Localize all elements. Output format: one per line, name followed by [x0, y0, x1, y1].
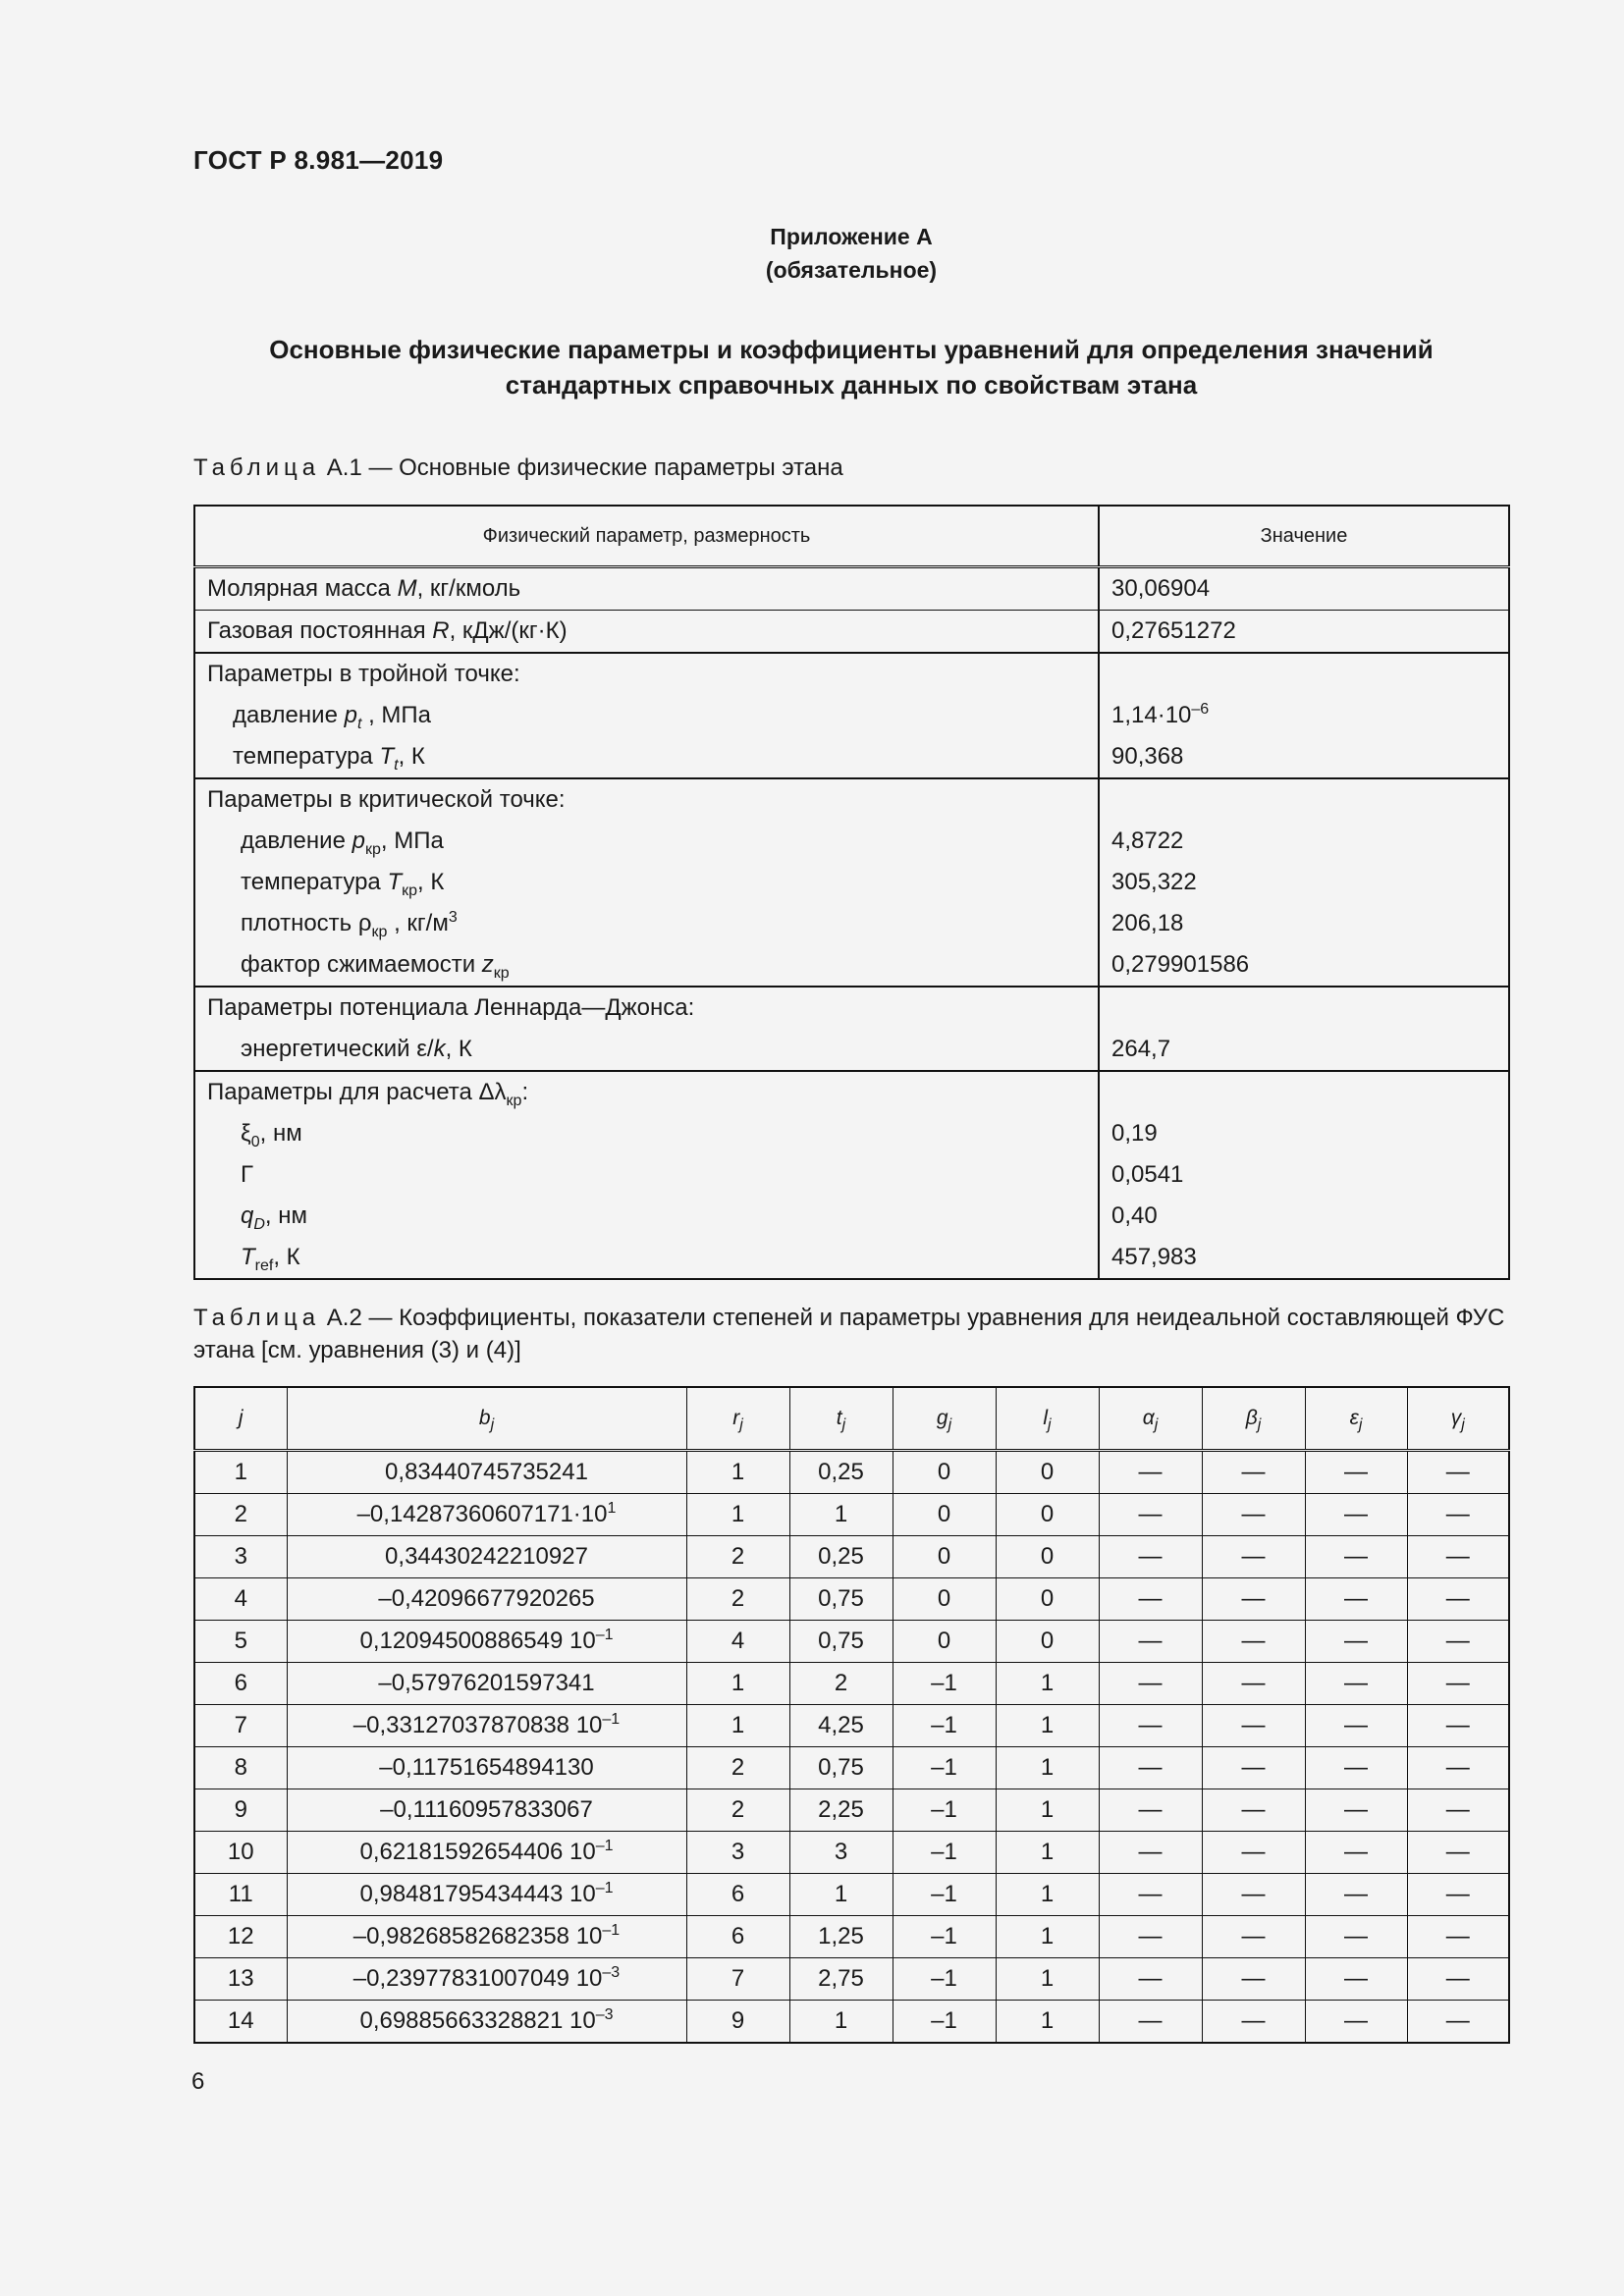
cell-l: 1 [996, 1789, 1099, 1832]
cell-l: 0 [996, 1578, 1099, 1621]
cell-g: 0 [893, 1621, 996, 1663]
row-dl-tref [194, 1237, 1509, 1279]
table1-header-row [194, 506, 1509, 567]
cell-t: 2,25 [789, 1789, 893, 1832]
row-dl-xi [194, 1113, 1509, 1154]
cell-gamma: — [1407, 1874, 1509, 1916]
cell-r: 6 [686, 1874, 789, 1916]
cell-l: 1 [996, 1874, 1099, 1916]
cell-l: 0 [996, 1451, 1099, 1494]
param-label: давление $p_t$ , МПа [194, 695, 1099, 736]
cell-g: –1 [893, 1789, 996, 1832]
cell-r: 1 [686, 1494, 789, 1536]
row-critical-pressure [194, 821, 1509, 862]
cell-gamma: — [1407, 1705, 1509, 1747]
cell-beta: — [1202, 1958, 1305, 2001]
cell-gamma: — [1407, 1789, 1509, 1832]
param-label: $T_{ref}$, К [194, 1237, 1099, 1279]
cell-g: 0 [893, 1494, 996, 1536]
cell-j: 5 [194, 1621, 287, 1663]
table-physical-parameters [193, 505, 1510, 1280]
group-header: Параметры потенциала Леннарда—Джонса: [194, 987, 1099, 1029]
cell-l: 1 [996, 1958, 1099, 2001]
table-row [194, 1621, 1509, 1663]
param-value: 0,0541 [1111, 1161, 1184, 1188]
standard-number: ГОСТ Р 8.981—2019 [193, 145, 444, 175]
table-row [194, 1916, 1509, 1958]
cell-r: 2 [686, 1536, 789, 1578]
cell-beta: — [1202, 1916, 1305, 1958]
cell-b: –0,33127037870838 $10^{-1}$ [287, 1705, 686, 1747]
param-label: плотность $\rho_{кр}$ , $кг/м^3$ [194, 903, 1099, 944]
cell-r: 6 [686, 1916, 789, 1958]
col-header-parameter: Физический параметр, размерность [194, 506, 1099, 567]
cell-eps: — [1305, 1874, 1407, 1916]
table-row [194, 1789, 1509, 1832]
cell-j: 9 [194, 1789, 287, 1832]
main-title-line-1: Основные физические параметры и коэффициенты уравнений для определения значений [269, 335, 1434, 364]
cell-j: 3 [194, 1536, 287, 1578]
cell-j: 12 [194, 1916, 287, 1958]
cell-alpha: — [1099, 2001, 1202, 2044]
row-triple-pressure [194, 695, 1509, 736]
cell-j: 7 [194, 1705, 287, 1747]
cell-t: 3 [789, 1832, 893, 1874]
cell-beta: — [1202, 2001, 1305, 2044]
row-critical-compressibility [194, 944, 1509, 987]
cell-gamma: — [1407, 1451, 1509, 1494]
cell-alpha: — [1099, 1621, 1202, 1663]
cell-b: –0,11160957833067 [287, 1789, 686, 1832]
cell-alpha: — [1099, 1958, 1202, 2001]
cell-gamma: — [1407, 1621, 1509, 1663]
row-critical-header [194, 778, 1509, 821]
table2-caption-label: Таблица [193, 1305, 321, 1331]
cell-r: 2 [686, 1747, 789, 1789]
main-title [193, 332, 1509, 402]
param-value: 264,7 [1099, 1029, 1509, 1071]
cell-gamma: — [1407, 1958, 1509, 2001]
row-triple-header [194, 653, 1509, 695]
param-label: $\xi_0$, нм [194, 1113, 1099, 1154]
param-label: энергетический ε/k, К [194, 1029, 1099, 1071]
col-header-value: Значение [1099, 506, 1509, 567]
param-value: $1,14\cdot 10^{-6}$ [1111, 701, 1210, 728]
table-row [194, 1451, 1509, 1494]
cell-eps: — [1305, 1916, 1407, 1958]
cell-j: 14 [194, 2001, 287, 2044]
cell-b: 0,98481795434443 $10^{-1}$ [287, 1874, 686, 1916]
cell-r: 4 [686, 1621, 789, 1663]
cell-eps: — [1305, 2001, 1407, 2044]
cell-j: 4 [194, 1578, 287, 1621]
cell-r: 1 [686, 1705, 789, 1747]
param-label: температура $T_{кр}$, К [194, 862, 1099, 903]
cell-beta: — [1202, 1874, 1305, 1916]
cell-beta: — [1202, 1705, 1305, 1747]
row-lj-header [194, 987, 1509, 1029]
param-value: 0,27651272 [1099, 611, 1509, 654]
cell-r: 3 [686, 1832, 789, 1874]
table-row [194, 1747, 1509, 1789]
table-row [194, 1536, 1509, 1578]
table-row [194, 1958, 1509, 2001]
cell-j: 2 [194, 1494, 287, 1536]
cell-eps: — [1305, 1451, 1407, 1494]
cell-j: 13 [194, 1958, 287, 2001]
cell-b: 0,12094500886549 $10^{-1}$ [287, 1621, 686, 1663]
param-label: Г [194, 1154, 1099, 1196]
cell-b: –0,11751654894130 [287, 1747, 686, 1789]
col-header-coef: $b_j$ [287, 1387, 686, 1451]
cell-alpha: — [1099, 1578, 1202, 1621]
table-equation-coefficients [193, 1386, 1510, 2044]
cell-eps: — [1305, 1832, 1407, 1874]
cell-alpha: — [1099, 1789, 1202, 1832]
cell-eps: — [1305, 1747, 1407, 1789]
cell-beta: — [1202, 1747, 1305, 1789]
cell-l: 1 [996, 1832, 1099, 1874]
main-title-line-2: стандартных справочных данных по свойствам этана [505, 370, 1198, 400]
cell-t: 2,75 [789, 1958, 893, 2001]
cell-r: 9 [686, 2001, 789, 2044]
cell-b: 0,69885663328821 $10^{-3}$ [287, 2001, 686, 2044]
cell-g: 0 [893, 1451, 996, 1494]
cell-beta: — [1202, 1663, 1305, 1705]
col-header-coef: $g_j$ [893, 1387, 996, 1451]
cell-beta: — [1202, 1621, 1305, 1663]
cell-r: 2 [686, 1578, 789, 1621]
table-row [194, 1874, 1509, 1916]
cell-eps: — [1305, 1494, 1407, 1536]
col-header-coef: $\varepsilon_j$ [1305, 1387, 1407, 1451]
cell-eps: — [1305, 1536, 1407, 1578]
cell-gamma: — [1407, 1916, 1509, 1958]
cell-beta: — [1202, 1494, 1305, 1536]
cell-g: –1 [893, 2001, 996, 2044]
col-header-coef: $\alpha_j$ [1099, 1387, 1202, 1451]
table-row [194, 2001, 1509, 2044]
cell-alpha: — [1099, 1536, 1202, 1578]
param-label: давление $p_{кр}$, МПа [194, 821, 1099, 862]
cell-alpha: — [1099, 1874, 1202, 1916]
cell-r: 1 [686, 1451, 789, 1494]
cell-r: 2 [686, 1789, 789, 1832]
cell-g: 0 [893, 1536, 996, 1578]
table-row [194, 1494, 1509, 1536]
cell-b: –0,98268582682358 $10^{-1}$ [287, 1916, 686, 1958]
cell-alpha: — [1099, 1451, 1202, 1494]
cell-t: 1 [789, 1874, 893, 1916]
cell-g: –1 [893, 1705, 996, 1747]
table1-caption-text: А.1 — Основные физические параметры этана [326, 454, 843, 481]
row-gas-constant [194, 611, 1509, 654]
param-label: температура $T_t$, К [194, 736, 1099, 778]
row-dl-gamma [194, 1154, 1509, 1196]
row-dl-header [194, 1071, 1509, 1113]
cell-g: –1 [893, 1832, 996, 1874]
cell-eps: — [1305, 1705, 1407, 1747]
param-value: 0,40 [1111, 1202, 1158, 1229]
cell-t: 0,75 [789, 1621, 893, 1663]
cell-j: 6 [194, 1663, 287, 1705]
cell-beta: — [1202, 1536, 1305, 1578]
cell-eps: — [1305, 1958, 1407, 2001]
cell-g: –1 [893, 1916, 996, 1958]
cell-gamma: — [1407, 1832, 1509, 1874]
cell-beta: — [1202, 1578, 1305, 1621]
col-header-coef: $\beta_j$ [1202, 1387, 1305, 1451]
cell-t: 4,25 [789, 1705, 893, 1747]
cell-gamma: — [1407, 1747, 1509, 1789]
cell-t: 0,75 [789, 1578, 893, 1621]
cell-b: –0,23977831007049 $10^{-3}$ [287, 1958, 686, 2001]
table-row [194, 1705, 1509, 1747]
cell-r: 7 [686, 1958, 789, 2001]
table2-caption-text: А.2 — Коэффициенты, показатели степеней и параметры уравнения для неидеальной составляющей ФУС этана [см. уравнения (3) и (4)] [193, 1305, 1505, 1363]
param-value: 4,8722 [1111, 828, 1184, 854]
cell-alpha: — [1099, 1705, 1202, 1747]
cell-beta: — [1202, 1451, 1305, 1494]
cell-g: –1 [893, 1663, 996, 1705]
row-triple-temperature [194, 736, 1509, 778]
cell-t: 2 [789, 1663, 893, 1705]
cell-b: –0,42096677920265 [287, 1578, 686, 1621]
group-header: Параметры в тройной точке: [194, 653, 1099, 695]
cell-gamma: — [1407, 1663, 1509, 1705]
cell-t: 1 [789, 1494, 893, 1536]
cell-l: 1 [996, 1705, 1099, 1747]
row-critical-density [194, 903, 1509, 944]
param-value: 457,983 [1111, 1244, 1197, 1270]
cell-b: 0,62181592654406 $10^{-1}$ [287, 1832, 686, 1874]
group-header: Параметры в критической точке: [194, 778, 1099, 821]
cell-l: 1 [996, 1663, 1099, 1705]
cell-b: $-0,14287360607171\cdot 10^1$ [287, 1494, 686, 1536]
cell-gamma: — [1407, 1578, 1509, 1621]
cell-b: 0,34430242210927 [287, 1536, 686, 1578]
table1-caption-label: Таблица [193, 454, 321, 481]
table1-caption [193, 452, 1509, 484]
col-header-coef: $r_j$ [686, 1387, 789, 1451]
cell-j: 11 [194, 1874, 287, 1916]
cell-g: 0 [893, 1578, 996, 1621]
cell-g: –1 [893, 1747, 996, 1789]
col-header-coef: $t_j$ [789, 1387, 893, 1451]
group-header: Параметры для расчета $\Delta\lambda_{кр}$: [194, 1071, 1099, 1113]
table2-header-row [194, 1387, 1509, 1451]
param-label: Газовая постоянная R, кДж/(кг·К) [194, 611, 1099, 654]
cell-l: 0 [996, 1536, 1099, 1578]
col-header-coef: $\gamma_j$ [1407, 1387, 1509, 1451]
row-critical-temperature [194, 862, 1509, 903]
appendix-title: Приложение А [770, 224, 933, 249]
param-value: 206,18 [1111, 910, 1184, 936]
appendix-status: (обязательное) [765, 257, 938, 283]
cell-g: –1 [893, 1874, 996, 1916]
cell-l: 1 [996, 1747, 1099, 1789]
cell-alpha: — [1099, 1747, 1202, 1789]
row-dl-qd [194, 1196, 1509, 1237]
col-header-coef: $l_j$ [996, 1387, 1099, 1451]
cell-alpha: — [1099, 1494, 1202, 1536]
cell-eps: — [1305, 1789, 1407, 1832]
cell-l: 1 [996, 1916, 1099, 1958]
param-label: Молярная масса M, кг/кмоль [194, 567, 1099, 611]
cell-eps: — [1305, 1621, 1407, 1663]
cell-beta: — [1202, 1832, 1305, 1874]
cell-t: 1 [789, 2001, 893, 2044]
cell-t: 0,25 [789, 1536, 893, 1578]
param-label: $q_D$, нм [194, 1196, 1099, 1237]
cell-l: 1 [996, 2001, 1099, 2044]
cell-eps: — [1305, 1663, 1407, 1705]
row-lj-energy [194, 1029, 1509, 1071]
table2-caption [193, 1302, 1509, 1366]
cell-t: 0,25 [789, 1451, 893, 1494]
cell-j: 8 [194, 1747, 287, 1789]
cell-gamma: — [1445, 2007, 1470, 2034]
col-header-j: j [194, 1387, 287, 1451]
cell-j: 1 [194, 1451, 287, 1494]
param-value: 0,279901586 [1099, 944, 1509, 987]
cell-gamma: — [1407, 1536, 1509, 1578]
cell-gamma: — [1407, 1494, 1509, 1536]
cell-b: –0,57976201597341 [287, 1663, 686, 1705]
cell-alpha: — [1099, 1663, 1202, 1705]
cell-l: 0 [996, 1621, 1099, 1663]
cell-alpha: — [1099, 1832, 1202, 1874]
table-row [194, 1832, 1509, 1874]
param-label: фактор сжимаемости $z_{кр}$ [194, 944, 1099, 987]
table-row [194, 1663, 1509, 1705]
cell-t: 0,75 [789, 1747, 893, 1789]
cell-beta: — [1202, 1789, 1305, 1832]
cell-g: –1 [893, 1958, 996, 2001]
param-value: 305,322 [1111, 869, 1197, 895]
cell-r: 1 [686, 1663, 789, 1705]
cell-alpha: — [1099, 1916, 1202, 1958]
table-row [194, 1578, 1509, 1621]
cell-l: 0 [996, 1494, 1099, 1536]
cell-t: 1,25 [789, 1916, 893, 1958]
param-value: 0,19 [1111, 1120, 1158, 1147]
cell-eps: — [1305, 1578, 1407, 1621]
param-value: 30,06904 [1099, 567, 1509, 611]
page-number: 6 [191, 2068, 205, 2095]
cell-j: 10 [194, 1832, 287, 1874]
row-molar-mass [194, 567, 1509, 611]
param-value: 90,368 [1099, 736, 1509, 778]
cell-b: 0,83440745735241 [287, 1451, 686, 1494]
